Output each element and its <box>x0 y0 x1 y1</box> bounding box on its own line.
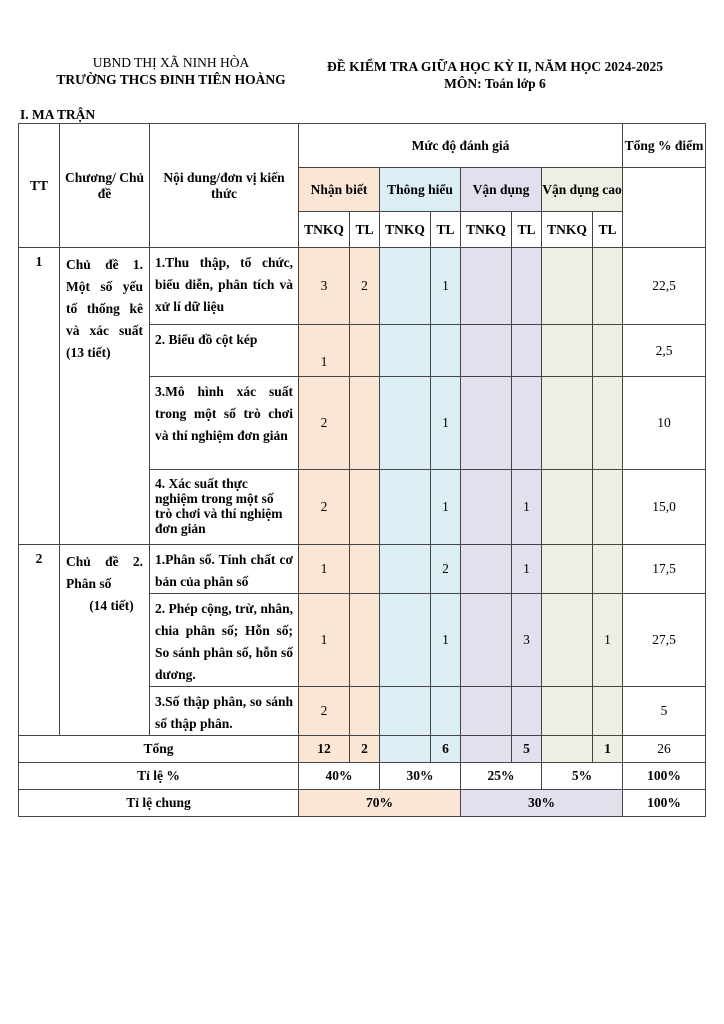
total-row <box>19 736 706 763</box>
ratio-thong-hieu: 30% <box>380 763 461 790</box>
count-cell <box>542 470 593 545</box>
count-cell: 2 <box>431 545 461 594</box>
count-cell: 1 <box>431 248 461 325</box>
common-advanced: 30% <box>461 790 623 817</box>
count-cell: 2 <box>299 687 350 736</box>
ratio-van-dung: 25% <box>461 763 542 790</box>
count-cell <box>350 594 380 687</box>
common-basic: 70% <box>299 790 461 817</box>
count-cell <box>350 470 380 545</box>
count-cell <box>380 594 431 687</box>
count-cell <box>593 325 623 377</box>
count-cell <box>512 325 542 377</box>
count-cell <box>593 687 623 736</box>
header-assessment: Mức độ đánh giá <box>299 124 623 168</box>
count-cell <box>512 377 542 470</box>
row-total: 27,5 <box>623 594 706 687</box>
count-cell: 2 <box>299 470 350 545</box>
total-label: Tổng <box>19 736 299 763</box>
sub-header: TNKQ <box>299 212 350 248</box>
count-cell: 1 <box>431 594 461 687</box>
school-name: TRƯỜNG THCS ĐINH TIÊN HOÀNG <box>56 72 286 87</box>
ratio-sum: 100% <box>623 763 706 790</box>
count-cell <box>542 545 593 594</box>
chapter-name-line: Chủ đề 2. Phân số <box>66 554 143 591</box>
section-title: I. MA TRẬN <box>20 107 96 122</box>
content-cell: 4. Xác suất thực nghiệm trong một số trò chơi và thí nghiệm đơn giản <box>150 470 299 545</box>
count-cell <box>350 325 380 377</box>
count-cell <box>542 325 593 377</box>
chapter-periods: (14 tiết) <box>89 598 134 613</box>
content-cell: 3.Số thập phân, so sánh số thập phân. <box>150 687 299 736</box>
row-total: 15,0 <box>623 470 706 545</box>
row-total: 10 <box>623 377 706 470</box>
count-cell: 2 <box>299 377 350 470</box>
total-cell: 6 <box>431 736 461 763</box>
count-cell <box>380 470 431 545</box>
ratio-van-dung-cao: 5% <box>542 763 623 790</box>
count-cell: 3 <box>299 248 350 325</box>
header-chapter: Chương/ Chủ đề <box>60 124 150 248</box>
count-cell <box>461 325 512 377</box>
chapter-name <box>60 545 150 736</box>
sub-header: TNKQ <box>542 212 593 248</box>
header-right <box>305 58 685 92</box>
count-cell <box>593 545 623 594</box>
count-cell: 1 <box>299 594 350 687</box>
content-cell: 2. Biểu đồ cột kép <box>150 325 299 377</box>
count-cell <box>431 687 461 736</box>
count-cell <box>380 545 431 594</box>
sub-header: TNKQ <box>380 212 431 248</box>
total-cell: 5 <box>512 736 542 763</box>
count-cell: 3 <box>512 594 542 687</box>
count-cell <box>380 248 431 325</box>
chapter-tt: 1 <box>19 248 60 545</box>
count-cell: 1 <box>512 470 542 545</box>
ratio-nhan-biet: 40% <box>299 763 380 790</box>
district-name: UBND THỊ XÃ NINH HÒA <box>92 55 250 70</box>
count-cell <box>461 377 512 470</box>
count-cell <box>350 545 380 594</box>
sub-header: TL <box>512 212 542 248</box>
row-total: 22,5 <box>623 248 706 325</box>
count-cell <box>380 687 431 736</box>
chapter-name: Chủ đề 1. Một số yếu tố thống kê và xác suất (13 tiết) <box>60 248 150 545</box>
count-cell <box>350 377 380 470</box>
content-cell: 1.Phân số. Tính chất cơ bản của phân số <box>150 545 299 594</box>
content-cell: 3.Mô hình xác suất trong một số trò chơi và thí nghiệm đơn giản <box>150 377 299 470</box>
common-ratio-row <box>19 790 706 817</box>
header-left <box>40 54 302 88</box>
count-cell <box>461 470 512 545</box>
count-cell <box>380 377 431 470</box>
level-thong-hieu: Thông hiểu <box>380 168 461 212</box>
count-cell <box>542 594 593 687</box>
row-total: 5 <box>623 687 706 736</box>
total-cell <box>542 736 593 763</box>
content-cell: 1.Thu thập, tổ chức, biểu diễn, phân tích và xử lí dữ liệu <box>150 248 299 325</box>
count-cell <box>380 325 431 377</box>
chapter-tt: 2 <box>19 545 60 736</box>
count-cell: 1 <box>512 545 542 594</box>
content-cell: 2. Phép cộng, trừ, nhân, chia phân số; Hỗn số; So sánh phân số, hỗn số dương. <box>150 594 299 687</box>
count-cell <box>593 248 623 325</box>
total-score-empty <box>623 168 706 248</box>
count-cell <box>542 248 593 325</box>
count-cell <box>461 545 512 594</box>
count-cell <box>431 325 461 377</box>
ratio-label: Tỉ lệ % <box>19 763 299 790</box>
subject-title: MÔN: Toán lớp 6 <box>444 76 546 91</box>
count-cell <box>593 377 623 470</box>
total-cell: 2 <box>350 736 380 763</box>
ratio-row <box>19 763 706 790</box>
count-cell <box>350 687 380 736</box>
count-cell <box>512 687 542 736</box>
table-row <box>19 545 706 594</box>
sub-header: TL <box>431 212 461 248</box>
total-cell: 12 <box>299 736 350 763</box>
sub-header: TNKQ <box>461 212 512 248</box>
level-van-dung: Vận dụng <box>461 168 542 212</box>
header-total-score: Tổng % điểm <box>623 124 706 168</box>
count-cell: 1 <box>593 594 623 687</box>
total-sum: 26 <box>623 736 706 763</box>
level-van-dung-cao: Vận dụng cao <box>542 168 623 212</box>
total-cell <box>461 736 512 763</box>
count-cell <box>593 470 623 545</box>
row-total: 2,5 <box>623 325 706 377</box>
count-cell: 1 <box>299 325 350 377</box>
exam-title: ĐỀ KIỂM TRA GIỮA HỌC KỲ II, NĂM HỌC 2024-2025 <box>326 59 664 74</box>
count-cell <box>542 377 593 470</box>
count-cell: 1 <box>299 545 350 594</box>
count-cell: 1 <box>431 470 461 545</box>
count-cell <box>542 687 593 736</box>
sub-header: TL <box>593 212 623 248</box>
count-cell <box>512 248 542 325</box>
total-cell: 1 <box>593 736 623 763</box>
sub-header: TL <box>350 212 380 248</box>
common-sum: 100% <box>623 790 706 817</box>
count-cell <box>461 248 512 325</box>
count-cell <box>461 687 512 736</box>
total-cell <box>380 736 431 763</box>
row-total: 17,5 <box>623 545 706 594</box>
count-cell: 1 <box>431 377 461 470</box>
header-tt: TT <box>19 124 60 248</box>
count-cell <box>461 594 512 687</box>
common-label: Tỉ lệ chung <box>19 790 299 817</box>
count-cell: 2 <box>350 248 380 325</box>
matrix-table <box>18 123 706 817</box>
level-nhan-biet: Nhận biết <box>299 168 380 212</box>
table-row <box>19 248 706 325</box>
header-content: Nội dung/đơn vị kiến thức <box>150 124 299 248</box>
